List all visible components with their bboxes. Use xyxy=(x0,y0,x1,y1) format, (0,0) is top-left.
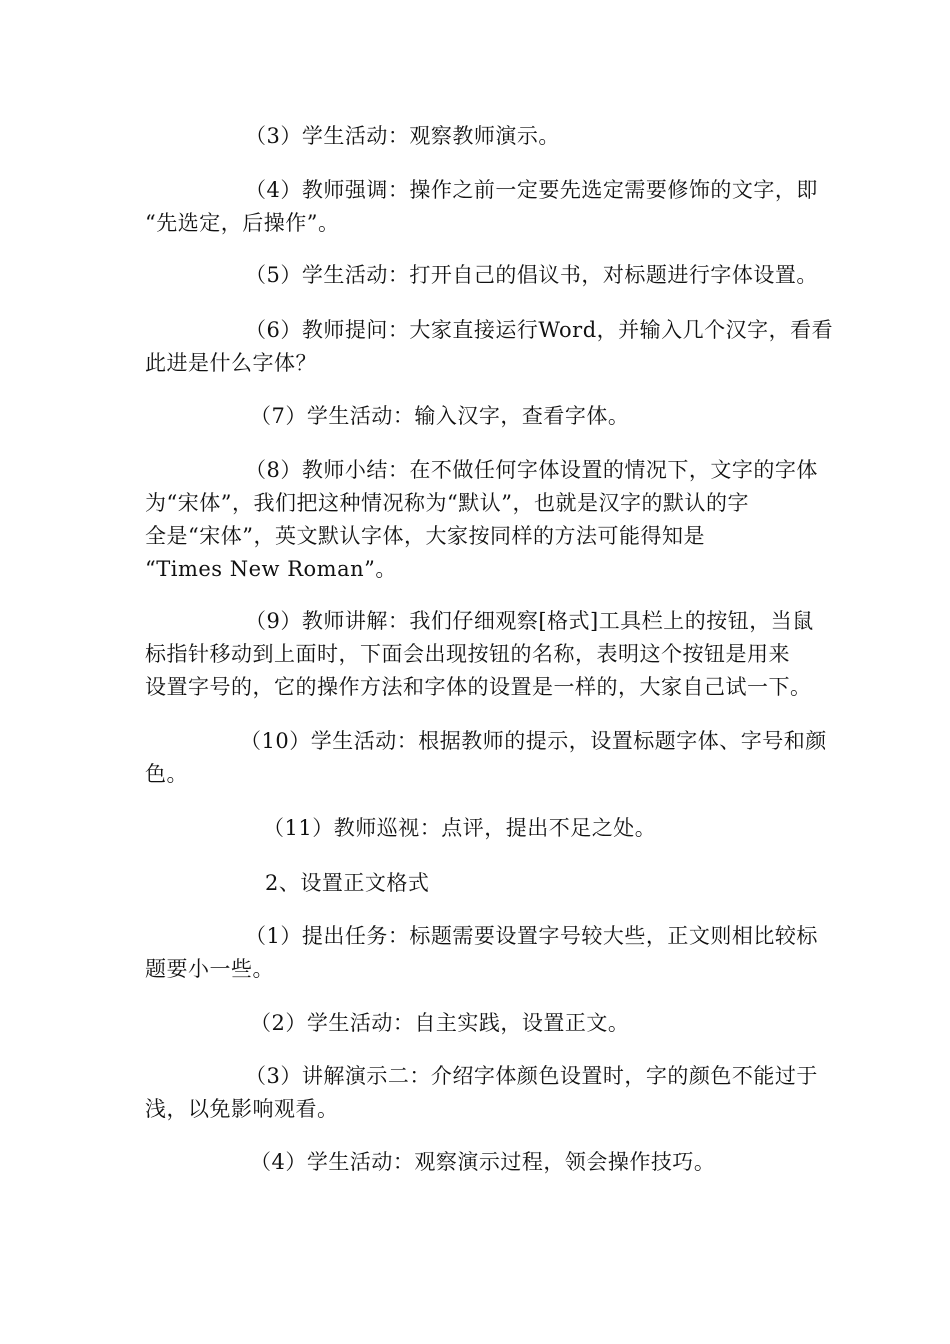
paragraph xyxy=(145,920,818,986)
paragraph xyxy=(145,725,827,791)
paragraph-line: 色。 xyxy=(145,762,188,786)
paragraph xyxy=(145,812,815,845)
paragraph xyxy=(145,120,815,153)
paragraph-line: （3）讲解演示二：介绍字体颜色设置时，字的颜色不能过于 xyxy=(245,1064,818,1088)
paragraph-line: （4）学生活动：观察演示过程，领会操作技巧。 xyxy=(250,1150,716,1174)
paragraph-line: （5）学生活动：打开自己的倡议书，对标题进行字体设置。 xyxy=(245,263,818,287)
paragraph xyxy=(145,867,815,900)
paragraph-line: 此进是什么字体？ xyxy=(145,351,317,375)
paragraph xyxy=(145,1007,815,1040)
paragraph-line: 设置字号的，它的操作方法和字体的设置是一样的，大家自己试一下。 xyxy=(145,675,812,699)
paragraph xyxy=(145,1060,818,1126)
paragraph-line: （8）教师小结：在不做任何字体设置的情况下，文字的字体 xyxy=(245,458,818,482)
paragraph-line: （4）教师强调：操作之前一定要先选定需要修饰的文字，即 xyxy=(245,178,818,202)
paragraph-line: 2、设置正文格式 xyxy=(265,871,430,895)
paragraph-line: “Times New Roman”。 xyxy=(145,557,397,581)
paragraph xyxy=(145,454,818,586)
paragraph-line: （3）学生活动：观察教师演示。 xyxy=(245,124,560,148)
paragraph-line: 为“宋体”，我们把这种情况称为“默认”，也就是汉字的默认的字 xyxy=(145,491,749,515)
paragraph-line: （7）学生活动：输入汉字，查看字体。 xyxy=(250,404,630,428)
paragraph-line: （1）提出任务：标题需要设置字号较大些，正文则相比较标 xyxy=(245,924,818,948)
paragraph xyxy=(145,314,834,380)
paragraph-line: （11）教师巡视：点评，提出不足之处。 xyxy=(263,816,657,840)
paragraph-line: （2）学生活动：自主实践，设置正文。 xyxy=(250,1011,630,1035)
paragraph xyxy=(145,174,818,240)
paragraph-line: “先选定，后操作”。 xyxy=(145,211,340,235)
paragraph xyxy=(145,605,815,704)
paragraph-line: 标指针移动到上面时，下面会出现按钮的名称，表明这个按钮是用来 xyxy=(145,642,790,666)
paragraph xyxy=(145,259,818,292)
paragraph-line: （9）教师讲解：我们仔细观察[格式]工具栏上的按钮，当鼠 xyxy=(245,609,814,633)
paragraph xyxy=(145,400,815,433)
paragraph-line: 浅，以免影响观看。 xyxy=(145,1097,339,1121)
paragraph-line: （10）学生活动：根据教师的提示，设置标题字体、字号和颜 xyxy=(240,729,827,753)
paragraph-line: 全是“宋体”，英文默认字体，大家按同样的方法可能得知是 xyxy=(145,524,705,548)
paragraph xyxy=(145,1146,815,1179)
paragraph-line: 题要小一些。 xyxy=(145,957,274,981)
paragraph-line: （6）教师提问：大家直接运行Word，并输入几个汉字，看看 xyxy=(245,318,834,342)
